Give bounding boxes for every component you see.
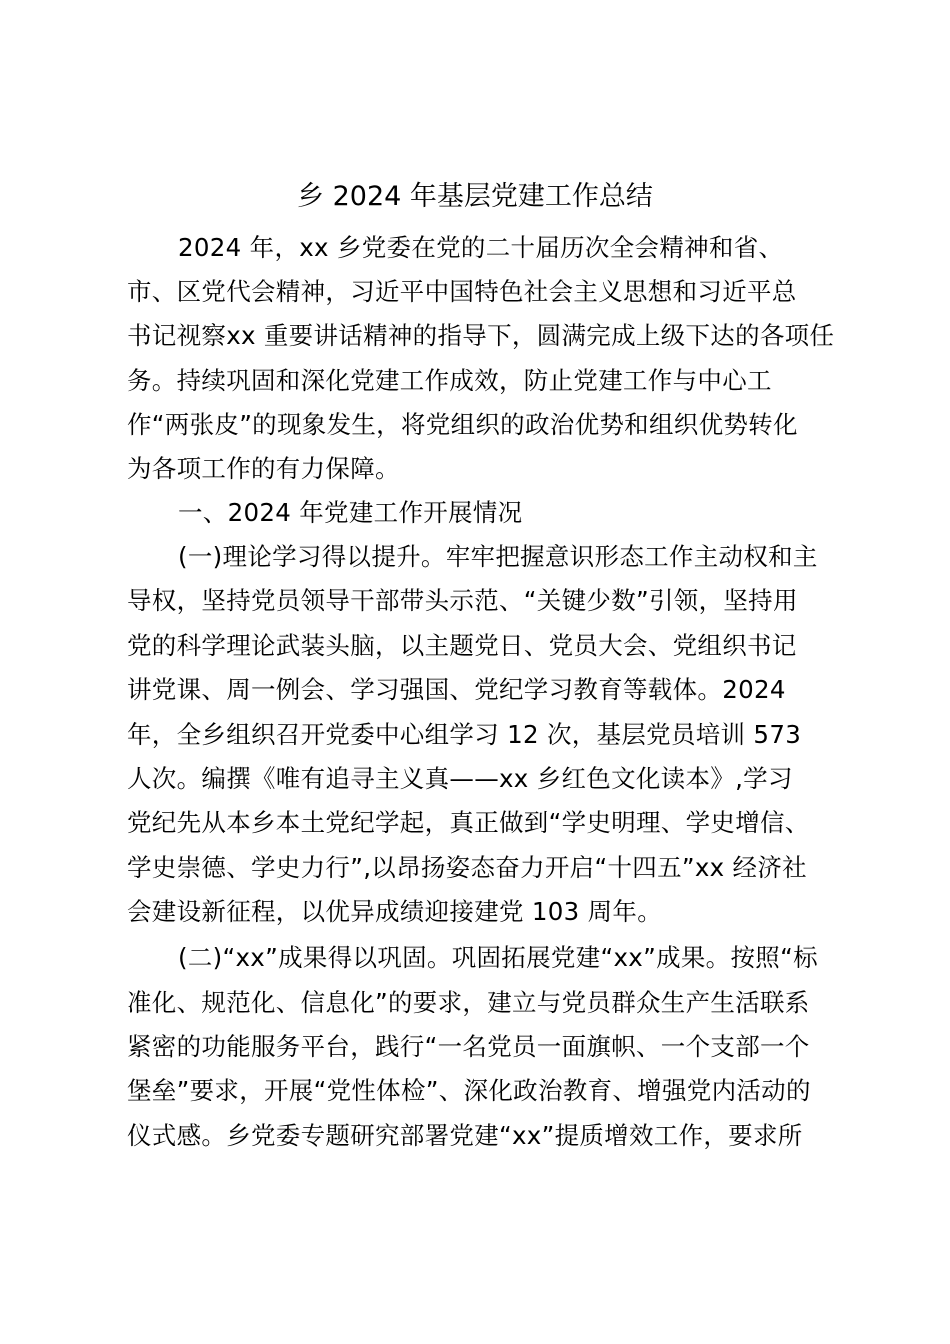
paragraph-line: 人次。编撰《唯有追寻主义真——xx 乡红色文化读本》,学习 [127, 764, 793, 793]
paragraph-line: 仪式感。乡党委专题研究部署党建“xx”提质增效工作，要求所 [127, 1121, 803, 1150]
paragraph-line: 2024 年，xx 乡党委在党的二十届历次全会精神和省、 [178, 233, 784, 262]
paragraph-line: 党纪先从本乡本土党纪学起，真正做到“学史明理、学史增信、 [127, 808, 810, 837]
paragraph-line: 导权，坚持党员领导干部带头示范、“关键少数”引领，坚持用 [127, 586, 798, 615]
paragraph-line: 会建设新征程，以优异成绩迎接建党 103 周年。 [127, 897, 663, 926]
paragraph-line: (二)“xx”成果得以巩固。巩固拓展党建“xx”成果。按照“标 [178, 943, 818, 972]
paragraph-line: 务。持续巩固和深化党建工作成效，防止党建工作与中心工 [127, 366, 772, 395]
paragraph-line: 书记视察xx 重要讲话精神的指导下，圆满完成上级下达的各项任 [127, 321, 835, 350]
paragraph-line: 学史崇德、学史力行”,以昂扬姿态奋力开启“十四五”xx 经济社 [127, 853, 807, 882]
paragraph-line: 党的科学理论武装头脑，以主题党日、党员大会、党组织书记 [127, 631, 797, 660]
paragraph-line: 紧密的功能服务平台，践行“一名党员一面旗帜、一个支部一个 [127, 1032, 810, 1061]
paragraph-line: (一)理论学习得以提升。牢牢把握意识形态工作主动权和主 [178, 542, 818, 571]
paragraph-line: 为各项工作的有力保障。 [127, 454, 400, 483]
paragraph-line: 准化、规范化、信息化”的要求，建立与党员群众生产生活联系 [127, 988, 810, 1017]
paragraph-line: 堡垒”要求，开展“党性体检”、深化政治教育、增强党内活动的 [127, 1076, 811, 1105]
paragraph-line: 市、区党代会精神，习近平中国特色社会主义思想和习近平总 [127, 277, 797, 306]
document-title: 乡 2024 年基层党建工作总结 [297, 181, 653, 212]
paragraph-line: 作“两张皮”的现象发生，将党组织的政治优势和组织优势转化 [127, 410, 798, 439]
paragraph-line: 年，全乡组织召开党委中心组学习 12 次，基层党员培训 573 [127, 720, 802, 749]
section-heading: 一、2024 年党建工作开展情况 [178, 498, 523, 527]
paragraph-line: 讲党课、周一例会、学习强国、党纪学习教育等载体。2024 [127, 675, 786, 704]
